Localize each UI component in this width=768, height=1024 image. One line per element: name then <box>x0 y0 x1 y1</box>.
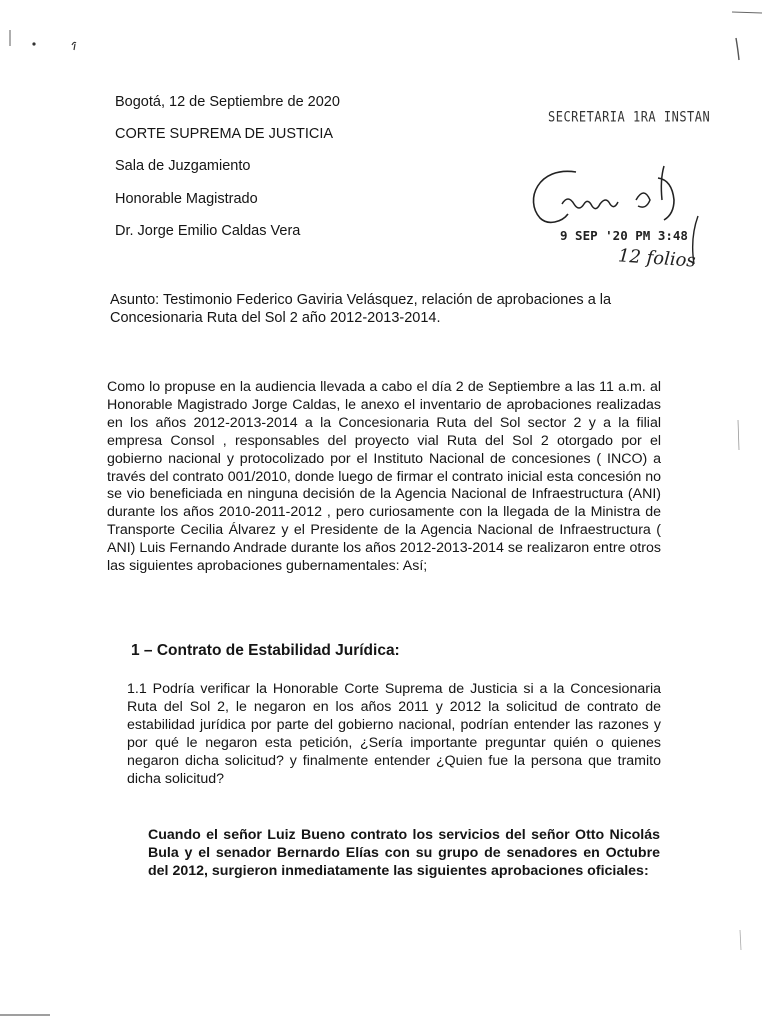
body-paragraph-2: 1.1 Podría verificar la Honorable Corte Suprema de Justicia si a la Concesionaria Ruta del Sol 2, le negaron en los años 2011 y 2012 la solicitud de contrato de estabilidad jurídica por parte del gobierno nacional, podrían entender las razones y por qué le negaron esta petición, ¿Sería importante preguntar quién o quienes negaron dicha solicitud? y finalmente entender ¿Quien fue la persona que tramito dicha solicitud? <box>127 681 661 787</box>
subject-line-2: Concesionaria Ruta del Sol 2 año 2012-2013-2014. <box>110 310 441 326</box>
letter-date: Bogotá, 12 de Septiembre de 2020 <box>115 94 340 110</box>
subject-line-1: Asunto: Testimonio Federico Gaviria Velásquez, relación de aprobaciones a la <box>110 292 612 308</box>
handwritten-bracket <box>680 212 710 272</box>
recipient-name: Dr. Jorge Emilio Caldas Vera <box>115 223 301 239</box>
section-1-heading: 1 – Contrato de Estabilidad Jurídica: <box>131 642 400 659</box>
recipient-court: CORTE SUPREMA DE JUSTICIA <box>115 126 334 142</box>
received-date-stamp: 9 SEP '20 PM 3:48 <box>560 228 688 243</box>
body-paragraph-3: Cuando el señor Luiz Bueno contrato los servicios del señor Otto Nicolás Bula y el senador Bernardo Elías con su grupo de senadores en Octubre del 2012, surgieron inmediatamente las siguientes aprobaciones oficiales: <box>148 827 660 879</box>
handwritten-folios: 12 folios <box>617 245 697 272</box>
recipient-room: Sala de Juzgamiento <box>115 158 251 174</box>
secretary-stamp: SECRETARIA 1RA INSTAN <box>548 108 711 126</box>
recipient-title: Honorable Magistrado <box>115 191 258 207</box>
body-paragraph-1: Como lo propuse en la audiencia llevada a cabo el día 2 de Septiembre a las 11 a.m. al Honorable Magistrado Jorge Caldas, le anexo el inventario de aprobaciones realizadas en los años 2012-2013-2014 a la Concesionaria Ruta del Sol sector 2 y a la filial empresa Consol , responsables del proyecto vial Ruta del Sol 2 otorgado por el gobierno nacional y protocolizado por el Instituto Nacional de concesiones ( INCO) a través del contrato 001/2010, donde luego de firmar el contrato inicial esta concesión no se vio beneficiada en ninguna decisión de la Agencia Nacional de Infraestructura (ANI) durante los años 2010-2011-2012 , pero curiosamente con la llegada de la Ministra de Transporte Cecilia Álvarez y el Presidente de la Agencia Nacional de Infraestructura ( ANI) Luis Fernando Andrade durante los años 2012-2013-2014 se realizaron entre otros las siguientes aprobaciones gubernamentales: Así; <box>107 379 661 575</box>
